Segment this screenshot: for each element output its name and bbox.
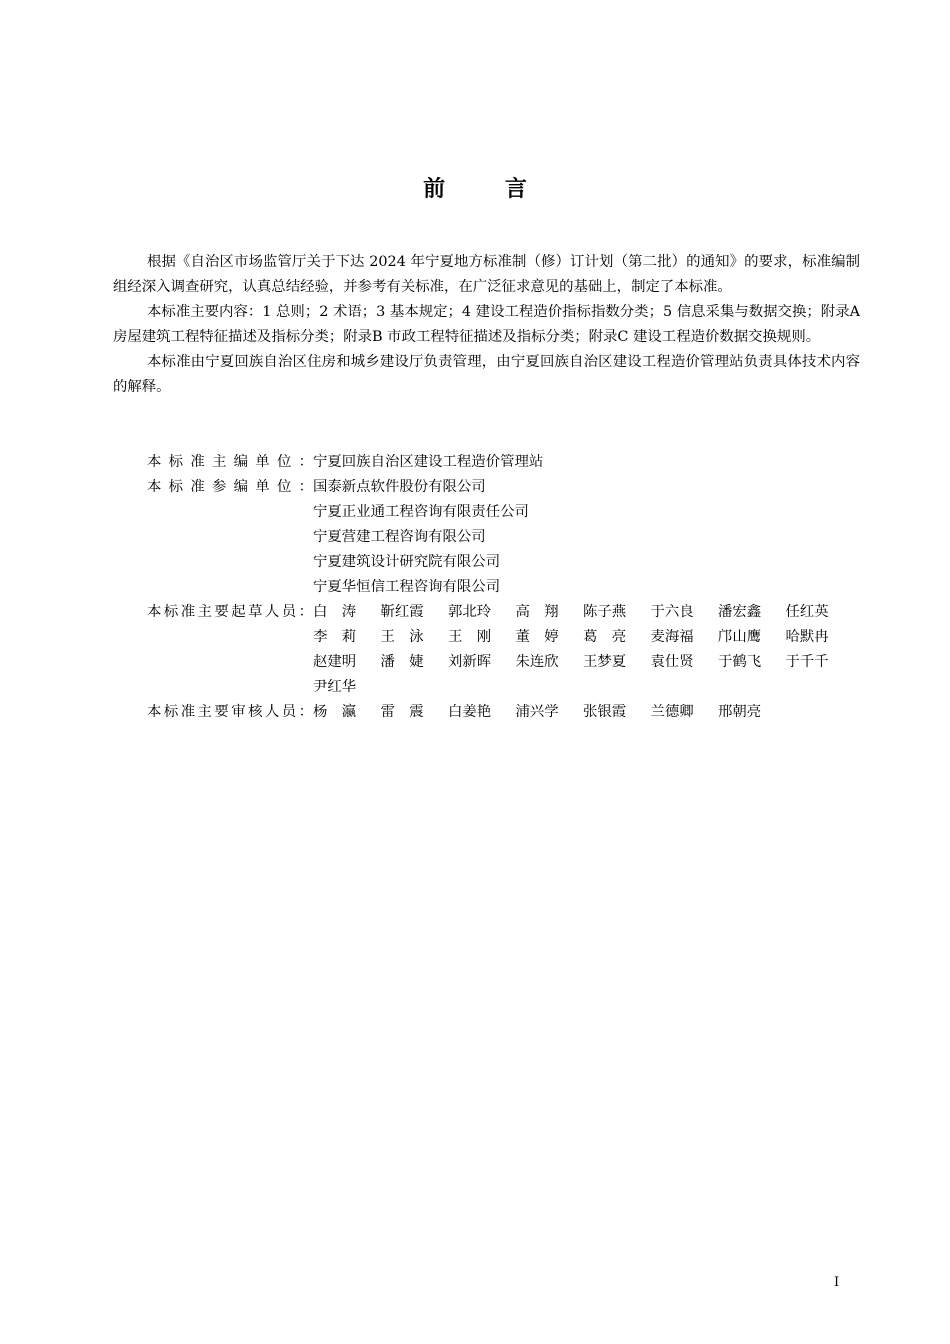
page-title: 前 言 xyxy=(423,177,553,202)
drafter-name: 邝山鹰 xyxy=(718,629,762,645)
participating-unit: 宁夏华恒信工程咨询有限公司 xyxy=(313,579,501,595)
reviewer-name: 邢朝亮 xyxy=(718,704,762,720)
drafter-name: 刘新晖 xyxy=(448,654,492,670)
drafter-name: 白 涛 xyxy=(313,604,357,620)
reviewers-row xyxy=(147,700,867,725)
page-number: I xyxy=(834,1275,840,1290)
participating-unit: 宁夏正业通工程咨询有限责任公司 xyxy=(313,504,529,520)
preface-paragraph-2: 本标准主要内容：1 总则；2 术语；3 基本规定；4 建设工程造价指标指数分类；5 信息采集与数据交换；附录A 房屋建筑工程特征描述及指标分类；附录B 市政工程特征描述及指标分类；附录C 建设工程造价数据交换规则。 xyxy=(113,304,860,345)
drafter-name: 靳红霞 xyxy=(380,604,424,620)
chief-editor-label: 本标准主编单位： xyxy=(147,454,313,470)
drafter-name: 于六良 xyxy=(650,604,694,620)
drafter-name: 于千千 xyxy=(785,654,829,670)
drafter-name: 王梦夏 xyxy=(583,654,627,670)
drafter-name: 赵建明 xyxy=(313,654,357,670)
drafter-name: 朱连欣 xyxy=(515,654,559,670)
drafter-name: 李 莉 xyxy=(313,629,357,645)
reviewer-name: 张银霞 xyxy=(583,704,627,720)
reviewer-name: 杨 瀛 xyxy=(313,704,357,720)
drafter-name: 潘宏鑫 xyxy=(718,604,762,620)
drafter-name: 陈子燕 xyxy=(583,604,627,620)
preface-paragraph-3: 本标准由宁夏回族自治区住房和城乡建设厅负责管理，由宁夏回族自治区建设工程造价管理站负责具体技术内容的解释。 xyxy=(113,354,860,395)
drafter-name: 于鹤飞 xyxy=(718,654,762,670)
reviewer-name: 兰德卿 xyxy=(650,704,694,720)
drafter-name: 葛 亮 xyxy=(583,629,627,645)
participating-unit: 宁夏建筑设计研究院有限公司 xyxy=(313,554,501,570)
drafter-name: 麦海福 xyxy=(650,629,694,645)
reviewer-name: 雷 震 xyxy=(380,704,424,720)
reviewer-name: 浦兴学 xyxy=(515,704,559,720)
reviewers-list xyxy=(313,700,867,725)
contributors-section xyxy=(147,450,867,725)
reviewers-label: 本标准主要审核人员： xyxy=(147,704,313,720)
preface-paragraph-1: 根据《自治区市场监管厅关于下达 2024 年宁夏地方标准制（修）订计划（第二批）的通知》的要求，标准编制组经深入调查研究，认真总结经验，并参考有关标准，在广泛征求意见的基础上，制定了本标准。 xyxy=(113,254,860,295)
participating-unit: 宁夏营建工程咨询有限公司 xyxy=(313,529,486,545)
drafter-name: 王 刚 xyxy=(448,629,492,645)
drafters-list xyxy=(313,600,867,700)
reviewer-name: 白姜艳 xyxy=(448,704,492,720)
drafters-row xyxy=(147,600,867,700)
participating-unit: 国泰新点软件股份有限公司 xyxy=(313,479,486,495)
drafter-name: 尹红华 xyxy=(313,679,357,695)
chief-editor-row xyxy=(147,450,867,475)
participating-label: 本标准参编单位： xyxy=(147,479,313,495)
drafters-label: 本标准主要起草人员： xyxy=(147,604,313,620)
drafter-name: 高 翔 xyxy=(515,604,559,620)
preface-body xyxy=(113,250,860,400)
drafter-name: 袁仕贤 xyxy=(650,654,694,670)
drafter-name: 王 泳 xyxy=(380,629,424,645)
drafter-name: 董 婷 xyxy=(515,629,559,645)
chief-editor-unit: 宁夏回族自治区建设工程造价管理站 xyxy=(313,454,544,470)
participating-units-row xyxy=(147,475,867,600)
participating-units-list xyxy=(313,475,867,600)
drafter-name: 哈默冉 xyxy=(785,629,829,645)
drafter-name: 郭北玲 xyxy=(448,604,492,620)
drafter-name: 任红英 xyxy=(785,604,829,620)
drafter-name: 潘 婕 xyxy=(380,654,424,670)
